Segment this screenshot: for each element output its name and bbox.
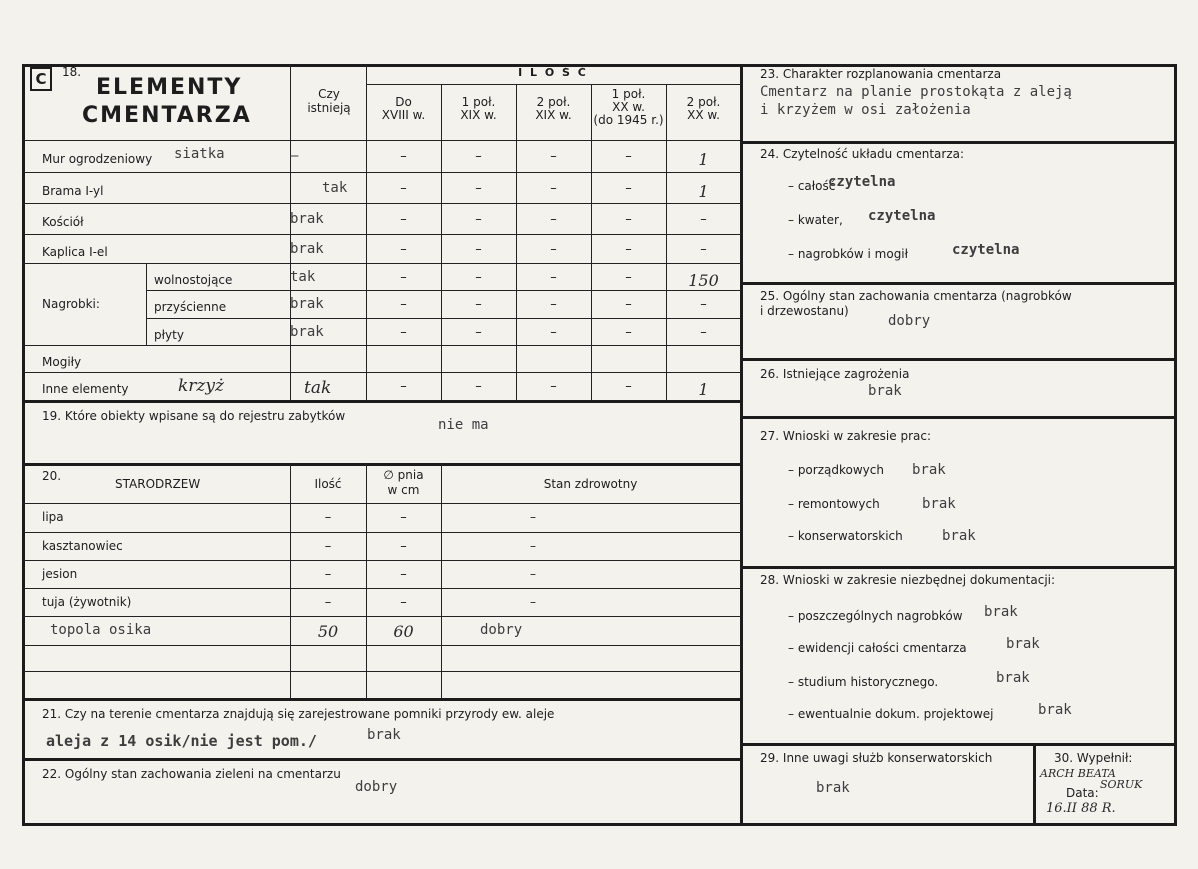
rule — [22, 203, 740, 204]
rule — [290, 64, 291, 400]
row-value: – — [625, 379, 632, 394]
row-value: – — [475, 211, 482, 227]
sec23-line1: Cmentarz na planie prostokąta z aleją — [760, 84, 1072, 100]
section-title-line2: CMENTARZA — [82, 103, 252, 128]
tree-name: tuja (żywotnik) — [42, 595, 132, 609]
row-value: – — [625, 180, 632, 196]
row-value: 1 — [698, 181, 709, 201]
sec30-name-1: ARCH BEATA — [1040, 767, 1116, 780]
row-value: – — [700, 297, 707, 312]
row-value: – — [700, 324, 707, 340]
tree-trunk: – — [400, 539, 407, 554]
czy-istnieja-header-1: Czy — [318, 87, 340, 101]
tree-trunk: – — [400, 510, 407, 525]
rule — [146, 290, 740, 291]
rule — [22, 345, 740, 346]
row-label: wolnostojące — [154, 272, 233, 287]
sec29-value: brak — [816, 780, 850, 796]
rule — [22, 616, 740, 617]
sec28-item-label: – ewentualnie dokum. projektowej — [788, 707, 994, 721]
rule — [1033, 743, 1036, 826]
rule — [22, 758, 740, 761]
sec30-date: 16.II 88 R. — [1046, 801, 1116, 816]
period-header-2: 2 poł. — [536, 95, 571, 109]
sec27-item-label: – porządkowych — [788, 463, 884, 477]
row-value: – — [550, 211, 557, 227]
row-value: – — [400, 269, 407, 285]
sec24-item-value: czytelna — [828, 174, 896, 190]
row-label: Mur ogrodzeniowy — [42, 152, 153, 166]
sec21-label: 21. Czy na terenie cmentarza znajdują się zarejestrowane pomniki przyrody ew. aleje — [42, 707, 555, 721]
tree-name: jesion — [42, 567, 78, 581]
row-value: – — [400, 149, 407, 164]
sec27-label: 27. Wnioski w zakresie prac: — [760, 429, 932, 443]
row-value: – — [550, 297, 557, 312]
rule — [22, 263, 740, 264]
tree-health: – — [530, 510, 536, 524]
tree-health: dobry — [480, 622, 523, 638]
sec28-item-label: – ewidencji całości cmentarza — [788, 641, 967, 655]
tree-count: – — [324, 567, 332, 582]
row-value: – — [625, 241, 632, 257]
sec22-value: dobry — [355, 779, 398, 795]
tree-name: lipa — [42, 510, 64, 524]
tree-health: – — [530, 595, 536, 609]
row-exists: brak — [290, 296, 324, 312]
row-value: – — [625, 297, 632, 312]
rule — [22, 234, 740, 235]
row-value: 150 — [688, 270, 719, 290]
row-exists: brak — [290, 210, 324, 227]
row-value: – — [400, 241, 407, 257]
row-value: – — [700, 211, 707, 227]
row-value: – — [475, 149, 482, 164]
row-value: – — [625, 211, 632, 227]
rule — [22, 372, 740, 373]
row-value: – — [475, 324, 482, 340]
sec30-name-2: SORUK — [1100, 778, 1143, 791]
section-c-label: C — [30, 67, 52, 91]
sec21-value: aleja z 14 osik/nie jest pom./ — [46, 732, 317, 750]
sec27-item-label: – konserwatorskich — [788, 529, 903, 543]
row-label: przyścienne — [154, 300, 227, 314]
row-value: – — [475, 180, 482, 196]
sec27-item-value: brak — [912, 462, 946, 478]
sec22-label: 22. Ogólny stan zachowania zieleni na cmentarzu — [42, 767, 341, 781]
rule — [22, 532, 740, 533]
rule — [740, 358, 1177, 361]
row-value: – — [400, 180, 407, 196]
row-label: Inne elementy — [42, 382, 129, 396]
sec19-value: nie ma — [438, 417, 489, 433]
rule — [22, 463, 740, 466]
sec30-label: 30. Wypełnił: — [1054, 751, 1133, 765]
rule — [740, 141, 1177, 144]
rule — [740, 282, 1177, 285]
period-header-1: 1 poł. — [461, 95, 496, 109]
sec24-item-label: – kwater, — [788, 213, 843, 227]
row-exists: brak — [290, 240, 324, 257]
tree-trunk: – — [400, 595, 407, 610]
tree-name: topola osika — [50, 622, 152, 638]
rule — [441, 463, 442, 698]
sec20-pnia-header-1: ∅ pnia — [383, 468, 424, 482]
sec23-label: 23. Charakter rozplanowania cmentarza — [760, 67, 1002, 81]
sec26-value: brak — [868, 383, 902, 399]
sec20-pnia-header-2: w cm — [387, 483, 420, 497]
sec27-item-value: brak — [922, 496, 956, 512]
rule — [22, 400, 740, 403]
sec30-data-label: Data: — [1066, 786, 1099, 800]
column-divider — [740, 64, 743, 826]
sec19-label: 19. Które obiekty wpisane są do rejestru zabytków — [42, 409, 346, 423]
rule — [22, 140, 740, 141]
tree-trunk: – — [400, 567, 407, 582]
rule — [740, 743, 1177, 746]
sec28-item-label: – studium historycznego. — [788, 675, 939, 689]
sec24-item-value: czytelna — [952, 242, 1020, 258]
period-header-1: XIX w. — [460, 108, 497, 122]
row-value: – — [550, 149, 557, 164]
row-note: siatka — [174, 146, 225, 162]
row-value: – — [550, 269, 557, 285]
sec25-label-2: i drzewostanu) — [760, 304, 849, 318]
sec27-item-value: brak — [942, 528, 976, 544]
rule — [22, 645, 740, 646]
row-value: – — [550, 379, 557, 394]
row-label: Kaplica I-el — [42, 244, 108, 259]
row-value: – — [625, 324, 632, 340]
sec21-value-2: brak — [367, 727, 401, 743]
sec20-title: STARODRZEW — [115, 477, 201, 491]
sec28-item-value: brak — [984, 604, 1018, 620]
rule — [740, 416, 1177, 419]
tree-health: – — [530, 539, 536, 553]
sec26-label: 26. Istniejące zagrożenia — [760, 367, 910, 381]
period-header-3: (do 1945 r.) — [593, 113, 664, 127]
row-label: Mogiły — [42, 354, 82, 369]
sec24-label: 24. Czytelność układu cmentarza: — [760, 147, 965, 161]
sec23-line2: i krzyżem w osi założenia — [760, 102, 971, 118]
row-value: – — [400, 324, 407, 340]
sec20-ilosc-header: Ilość — [314, 477, 342, 491]
row-value: – — [475, 241, 482, 257]
sec28-item-value: brak — [996, 670, 1030, 686]
czy-istnieja-header-2: istnieją — [307, 101, 351, 115]
row-value: – — [550, 180, 557, 196]
period-header-0: XVIII w. — [381, 108, 426, 122]
period-header-4: 2 poł. — [686, 95, 721, 109]
sec25-label-1: 25. Ogólny stan zachowania cmentarza (nagrobków — [760, 289, 1072, 303]
row-value: – — [400, 297, 407, 312]
rule — [146, 263, 147, 345]
rule — [740, 566, 1177, 569]
section-title-line1: ELEMENTY — [96, 75, 243, 100]
tree-health: – — [530, 567, 536, 581]
sec25-value: dobry — [888, 313, 931, 329]
row-value: – — [550, 241, 557, 257]
row-exists: tak — [290, 268, 316, 285]
row-label: płyty — [154, 327, 184, 342]
row-label: Kościół — [42, 214, 84, 229]
row-exists: tak — [322, 179, 348, 196]
row-value: – — [700, 241, 707, 257]
sec24-item-label: – nagrobków i mogił — [788, 247, 909, 261]
nagrobki-label: Nagrobki: — [42, 297, 100, 311]
rule — [366, 84, 740, 85]
rule — [146, 318, 740, 319]
tree-count: – — [324, 595, 332, 610]
tree-count: – — [324, 539, 332, 554]
period-header-3: 1 poł. — [611, 87, 646, 101]
row-value: 1 — [698, 150, 709, 169]
sec28-label: 28. Wnioski w zakresie niezbędnej dokumentacji: — [760, 573, 1056, 587]
period-header-2: XIX w. — [535, 108, 572, 122]
sec28-item-value: brak — [1038, 702, 1072, 718]
rule — [22, 698, 740, 701]
row-value: – — [475, 297, 482, 312]
period-header-3: XX w. — [612, 100, 645, 114]
ilosc-header: I L O Ś Ć — [518, 66, 588, 79]
sec29-label: 29. Inne uwagi służb konserwatorskich — [760, 751, 993, 765]
row-exists: brak — [290, 323, 324, 340]
row-exists: tak — [304, 378, 332, 398]
rule — [22, 588, 740, 589]
sec28-item-label: – poszczególnych nagrobków — [788, 609, 963, 623]
section-number: 18. — [62, 65, 82, 79]
sec20-stan-header: Stan zdrowotny — [543, 477, 638, 491]
sec28-item-value: brak — [1006, 636, 1040, 652]
row-value: – — [400, 379, 407, 394]
row-value: – — [475, 379, 482, 394]
period-header-0: Do — [395, 95, 412, 109]
row-note: krzyż — [178, 376, 224, 396]
sec20-number: 20. — [42, 469, 62, 483]
rule — [22, 172, 740, 173]
sec27-item-label: – remontowych — [788, 497, 880, 511]
rule — [22, 503, 740, 504]
tree-trunk: 60 — [393, 622, 414, 641]
rule — [22, 671, 740, 672]
row-value: 1 — [698, 380, 709, 399]
period-header-4: XX w. — [687, 108, 720, 122]
row-value: – — [625, 269, 632, 285]
tree-count: 50 — [317, 622, 339, 641]
tree-name: kasztanowiec — [42, 539, 123, 553]
sec24-item-value: czytelna — [868, 208, 936, 224]
row-value: – — [400, 211, 407, 227]
row-exists: – — [290, 148, 299, 164]
row-value: – — [625, 149, 632, 164]
rule — [22, 560, 740, 561]
row-label: Brama I-yl — [42, 183, 104, 198]
tree-count: – — [324, 510, 332, 525]
row-value: – — [475, 269, 482, 285]
sec24-item-label: – całość — [788, 179, 836, 193]
row-value: – — [550, 324, 557, 340]
